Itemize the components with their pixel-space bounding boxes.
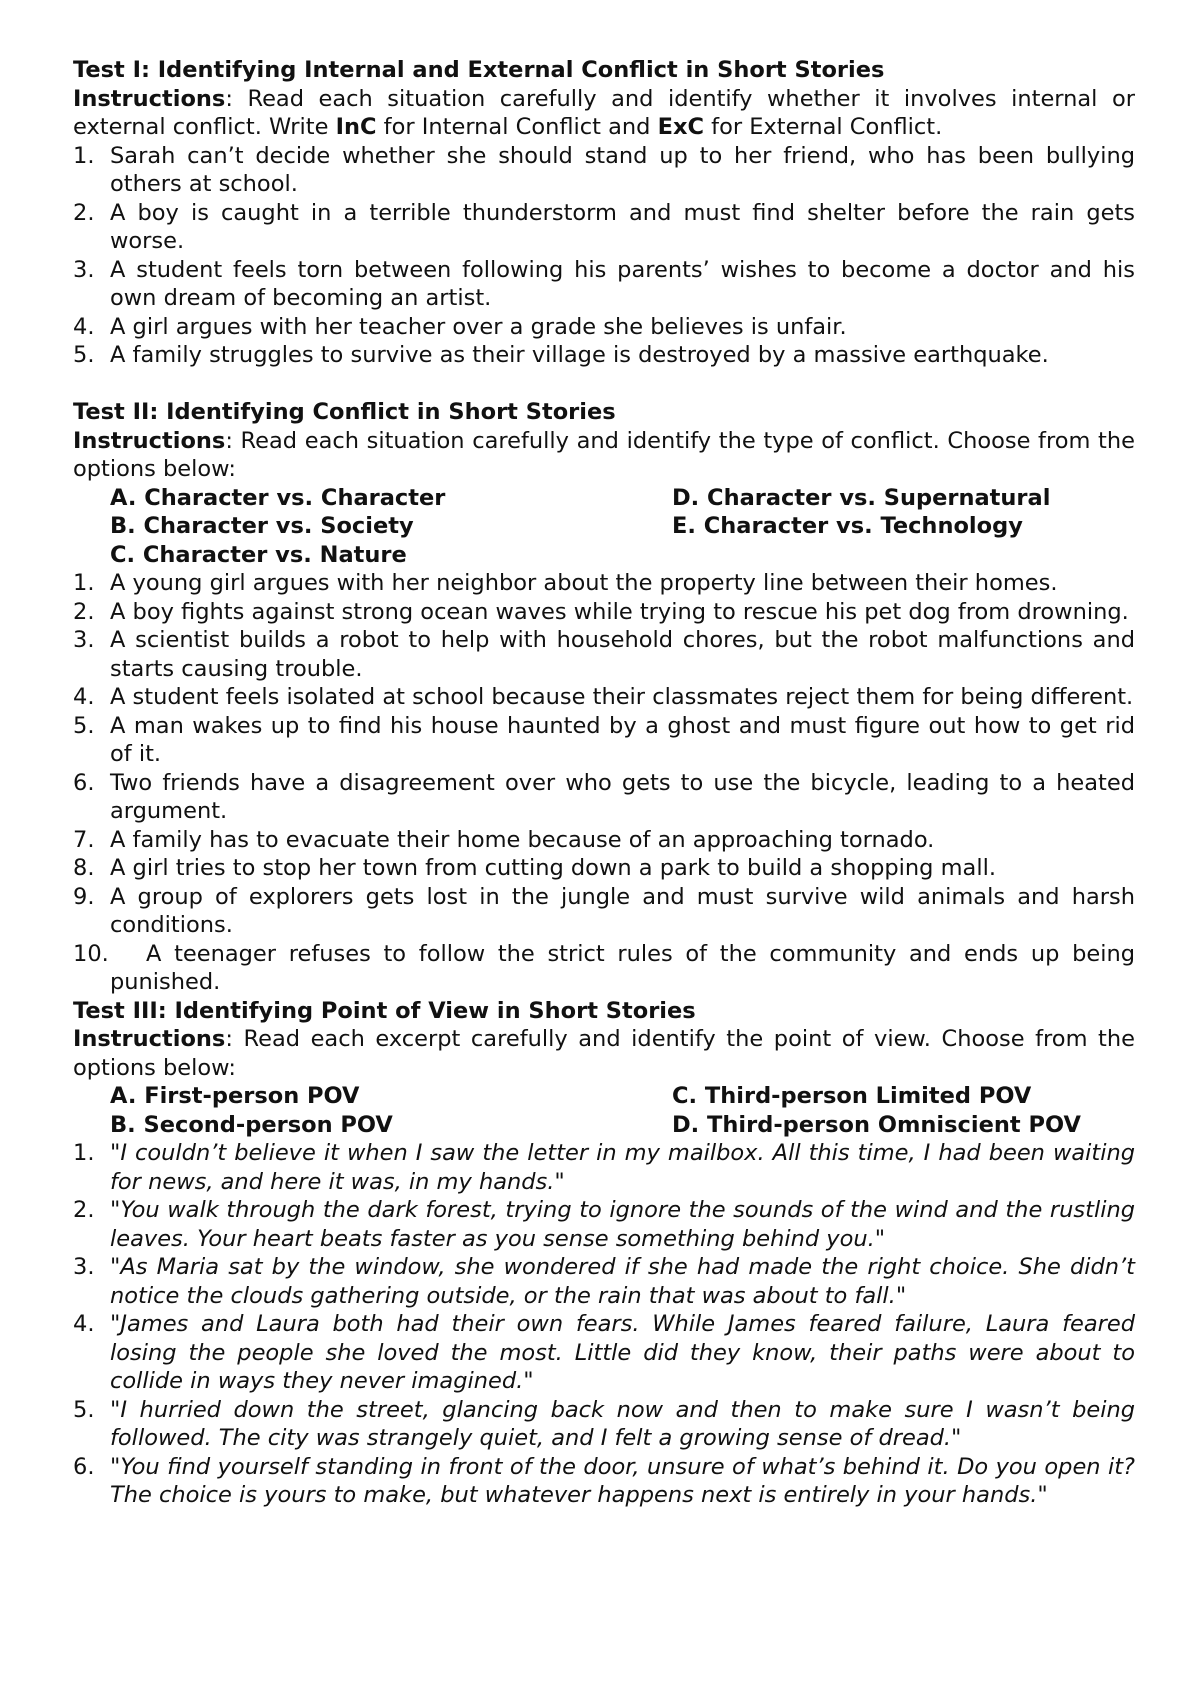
item-text: A young girl argues with her neighbor about the property line between their homes. xyxy=(110,570,1058,596)
item-text: Sarah can’t decide whether she should stand up to her friend, who has been bullying others at school. xyxy=(110,142,1135,197)
test-2-instructions: Instructions: Read each situation carefully and identify the type of conflict. Choose from the options below: xyxy=(73,427,1135,482)
list-item: 5. "I hurried down the street, glancing back now and then to make sure I wasn’t being followed. The city was strangely quiet, and I felt a growing sense of dread." xyxy=(73,1396,1135,1451)
test-3-items xyxy=(73,1139,1135,1510)
list-item xyxy=(73,598,1135,627)
list-item: 1. "I couldn’t believe it when I saw the letter in my mailbox. All this time, I had been waiting for news, and here it was, in my hands." xyxy=(73,1140,1135,1195)
item-number: 4. xyxy=(73,1311,95,1337)
list-item xyxy=(73,769,1135,826)
instructions-label: Instructions xyxy=(73,1026,226,1052)
test-2-options xyxy=(73,484,1135,570)
list-item xyxy=(73,683,1135,712)
list-item: 3. "As Maria sat by the window, she wondered if she had made the right choice. She didn’t notice the clouds gathering outside, or the rain that was about to fall." xyxy=(73,1254,1135,1309)
item-text: A boy fights against strong ocean waves while trying to rescue his pet dog from drowning. xyxy=(110,598,1129,625)
option-a: A. First-person POV xyxy=(110,1083,360,1109)
list-item xyxy=(73,712,1135,769)
excerpt-text: You find yourself standing in front of the door, unsure of what’s behind it. Do you open it? The choice is yours to make, but whatever happens next is entirely in your hands. xyxy=(110,1453,1135,1508)
section-gap xyxy=(73,370,1135,399)
list-item: 4. "James and Laura both had their own fears. While James feared failure, Laura feared losing the people she loved the most. Little did they know, their paths were about to collide in ways they never imagined." xyxy=(73,1311,1135,1394)
list-item xyxy=(73,569,1135,598)
item-number: 3. xyxy=(73,256,95,283)
item-text: A man wakes up to find his house haunted by a ghost and must figure out how to get rid of it. xyxy=(110,712,1135,767)
item-number: 10. xyxy=(73,940,109,967)
excerpt-text: James and Laura both had their own fears. While James feared failure, Laura feared losing the people she loved the most. Little did they know, their paths were about to collide in ways they never imagined. xyxy=(110,1311,1135,1394)
code-inc: InC xyxy=(335,114,377,140)
list-item xyxy=(73,341,1135,370)
item-number: 2. xyxy=(73,199,95,226)
excerpt-text: As Maria sat by the window, she wondered if she had made the right choice. She didn’t notice the clouds gathering outside, or the rain that was about to fall. xyxy=(110,1254,1135,1309)
list-item xyxy=(73,256,1135,313)
item-number: 1. xyxy=(73,142,95,169)
list-item xyxy=(73,142,1135,199)
item-text: A boy is caught in a terrible thunderstorm and must find shelter before the rain gets worse. xyxy=(110,199,1135,254)
item-number: 1. xyxy=(73,570,95,596)
test-2-title: Test II: Identifying Conflict in Short Stories xyxy=(73,399,616,425)
excerpt-text: I hurried down the street, glancing back now and then to make sure I wasn’t being followed. The city was strangely quiet, and I felt a growing sense of dread. xyxy=(110,1396,1135,1451)
item-text: A girl tries to stop her town from cutting down a park to build a shopping mall. xyxy=(110,855,996,881)
list-item xyxy=(73,940,1135,997)
item-number: 5. xyxy=(73,712,95,739)
item-number: 5. xyxy=(73,1396,95,1423)
list-item xyxy=(73,826,1135,855)
instructions-label: Instructions xyxy=(73,427,226,454)
option-c: C. Third-person Limited POV xyxy=(672,1083,1032,1109)
code-exc: ExC xyxy=(657,114,705,140)
option-d: D. Character vs. Supernatural xyxy=(672,484,1051,511)
item-number: 4. xyxy=(73,313,95,340)
test-3-title: Test III: Identifying Point of View in Short Stories xyxy=(73,997,696,1024)
list-item xyxy=(73,883,1135,940)
item-text: A family has to evacuate their home because of an approaching tornado. xyxy=(110,826,935,853)
item-text: A group of explorers gets lost in the jungle and must survive wild animals and harsh conditions. xyxy=(110,883,1135,938)
item-text: A student feels isolated at school because their classmates reject them for being different. xyxy=(110,684,1134,710)
list-item: 6. "You find yourself standing in front of the door, unsure of what’s behind it. Do you open it? The choice is yours to make, but whatever happens next is entirely in your hands." xyxy=(73,1453,1135,1508)
option-b: B. Second-person POV xyxy=(110,1111,393,1138)
list-item xyxy=(73,854,1135,883)
option-b: B. Character vs. Society xyxy=(110,513,414,539)
test-1-items xyxy=(73,142,1135,370)
item-number: 6. xyxy=(73,1453,95,1480)
option-c: C. Character vs. Nature xyxy=(110,541,407,568)
option-a: A. Character vs. Character xyxy=(110,484,446,511)
item-text: A scientist builds a robot to help with household chores, but the robot malfunctions and starts causing trouble. xyxy=(110,627,1135,682)
test-2-section xyxy=(73,398,1135,997)
item-number: 4. xyxy=(73,684,95,710)
item-number: 2. xyxy=(73,598,95,625)
instructions-label: Instructions xyxy=(73,85,226,112)
item-text: A family struggles to survive as their village is destroyed by a massive earthquake. xyxy=(110,342,1049,368)
item-number: 3. xyxy=(73,627,95,653)
item-number: 7. xyxy=(73,826,95,853)
item-number: 2. xyxy=(73,1197,95,1223)
item-number: 9. xyxy=(73,883,95,910)
item-text: A girl argues with her teacher over a grade she believes is unfair. xyxy=(110,313,847,340)
test-1-title: Test I: Identifying Internal and External Conflict in Short Stories xyxy=(73,57,885,83)
list-item xyxy=(73,199,1135,256)
item-number: 1. xyxy=(73,1140,95,1166)
item-number: 6. xyxy=(73,769,95,796)
item-text: A student feels torn between following his parents’ wishes to become a doctor and his own dream of becoming an artist. xyxy=(110,256,1135,311)
option-e: E. Character vs. Technology xyxy=(672,513,1023,539)
test-1-instructions: Instructions: Read each situation carefully and identify whether it involves internal or external conflict. Write InC for Internal Conflict and ExC for External Conflict. xyxy=(73,85,1135,140)
test-3-options xyxy=(73,1082,1135,1139)
excerpt-text: You walk through the dark forest, trying to ignore the sounds of the wind and the rustling leaves. Your heart beats faster as you sense something behind you. xyxy=(110,1197,1135,1252)
test-1-section xyxy=(73,56,1135,370)
item-number: 5. xyxy=(73,342,95,368)
list-item xyxy=(73,626,1135,683)
item-number: 3. xyxy=(73,1254,95,1280)
item-number: 8. xyxy=(73,855,95,881)
test-2-items xyxy=(73,569,1135,997)
item-text: A teenager refuses to follow the strict rules of the community and ends up being punished. xyxy=(110,940,1135,995)
excerpt-text: I couldn’t believe it when I saw the letter in my mailbox. All this time, I had been waiting for news, and here it was, in my hands. xyxy=(110,1140,1135,1195)
option-d: D. Third-person Omniscient POV xyxy=(672,1111,1081,1138)
list-item xyxy=(73,313,1135,342)
worksheet-page xyxy=(73,56,1135,1510)
item-text: Two friends have a disagreement over who gets to use the bicycle, leading to a heated argument. xyxy=(110,769,1135,824)
test-3-section xyxy=(73,997,1135,1510)
list-item: 2. "You walk through the dark forest, trying to ignore the sounds of the wind and the rustling leaves. Your heart beats faster as you sense something behind you." xyxy=(73,1197,1135,1252)
test-3-instructions: Instructions: Read each excerpt carefully and identify the point of view. Choose from the options below: xyxy=(73,1026,1135,1081)
